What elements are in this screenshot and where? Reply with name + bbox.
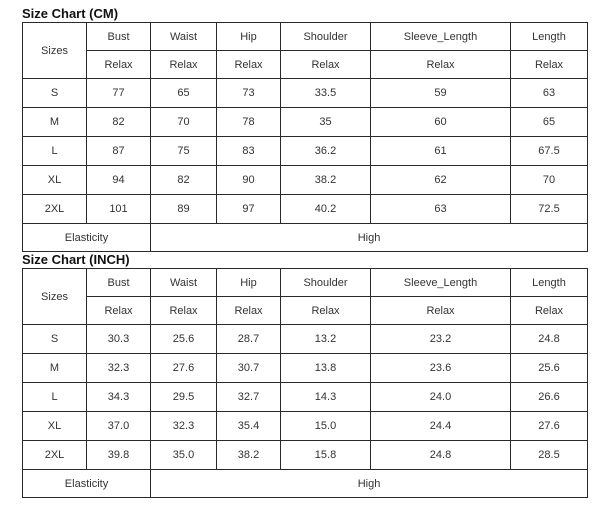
column-header: Shoulder (281, 269, 371, 297)
table-row (23, 441, 588, 470)
value-cell: 65 (151, 79, 217, 108)
elasticity-value: High (151, 224, 588, 252)
elasticity-row (23, 470, 588, 498)
column-header: Bust (87, 23, 151, 51)
value-cell: 62 (371, 166, 511, 195)
table-row (23, 383, 588, 412)
value-cell: 25.6 (151, 325, 217, 354)
value-cell: 36.2 (281, 137, 371, 166)
fit-cell: Relax (87, 297, 151, 325)
value-cell: 38.2 (217, 441, 281, 470)
header-row (23, 23, 588, 51)
value-cell: 25.6 (511, 354, 588, 383)
size-chart-cm (22, 6, 588, 252)
chart-title: Size Chart (CM) (22, 6, 119, 21)
fit-cell: Relax (281, 297, 371, 325)
value-cell: 28.5 (511, 441, 588, 470)
value-cell: 39.8 (87, 441, 151, 470)
value-cell: 13.8 (281, 354, 371, 383)
size-chart-inch (22, 252, 588, 498)
value-cell: 70 (511, 166, 588, 195)
elasticity-row (23, 224, 588, 252)
column-header: Length (511, 269, 588, 297)
fit-row (23, 297, 588, 325)
value-cell: 13.2 (281, 325, 371, 354)
size-cell: L (23, 383, 87, 412)
size-cell: M (23, 354, 87, 383)
size-cell: L (23, 137, 87, 166)
fit-cell: Relax (511, 297, 588, 325)
value-cell: 83 (217, 137, 281, 166)
column-header: Sleeve_Length (371, 23, 511, 51)
sizes-header: Sizes (23, 269, 87, 325)
elasticity-value: High (151, 470, 588, 498)
value-cell: 28.7 (217, 325, 281, 354)
value-cell: 23.6 (371, 354, 511, 383)
value-cell: 94 (87, 166, 151, 195)
value-cell: 77 (87, 79, 151, 108)
value-cell: 75 (151, 137, 217, 166)
value-cell: 59 (371, 79, 511, 108)
fit-cell: Relax (371, 297, 511, 325)
size-cell: XL (23, 166, 87, 195)
table-row (23, 79, 588, 108)
value-cell: 73 (217, 79, 281, 108)
fit-cell: Relax (87, 51, 151, 79)
value-cell: 87 (87, 137, 151, 166)
value-cell: 29.5 (151, 383, 217, 412)
value-cell: 32.3 (151, 412, 217, 441)
size-cell: XL (23, 412, 87, 441)
chart-title: Size Chart (INCH) (22, 252, 130, 267)
size-cell: S (23, 325, 87, 354)
fit-cell: Relax (511, 51, 588, 79)
table-row (23, 166, 588, 195)
value-cell: 35 (281, 108, 371, 137)
value-cell: 30.3 (87, 325, 151, 354)
value-cell: 27.6 (511, 412, 588, 441)
fit-cell: Relax (281, 51, 371, 79)
column-header: Hip (217, 23, 281, 51)
value-cell: 63 (511, 79, 588, 108)
column-header: Waist (151, 269, 217, 297)
value-cell: 30.7 (217, 354, 281, 383)
value-cell: 82 (151, 166, 217, 195)
value-cell: 89 (151, 195, 217, 224)
value-cell: 14.3 (281, 383, 371, 412)
value-cell: 82 (87, 108, 151, 137)
value-cell: 15.0 (281, 412, 371, 441)
table-row (23, 108, 588, 137)
column-header: Bust (87, 269, 151, 297)
table-row (23, 325, 588, 354)
value-cell: 34.3 (87, 383, 151, 412)
table-row (23, 354, 588, 383)
size-table-inch (22, 268, 588, 498)
fit-cell: Relax (217, 51, 281, 79)
value-cell: 37.0 (87, 412, 151, 441)
size-cell: 2XL (23, 195, 87, 224)
table-row (23, 412, 588, 441)
value-cell: 15.8 (281, 441, 371, 470)
value-cell: 72.5 (511, 195, 588, 224)
value-cell: 23.2 (371, 325, 511, 354)
value-cell: 32.7 (217, 383, 281, 412)
column-header: Shoulder (281, 23, 371, 51)
elasticity-label: Elasticity (23, 224, 151, 252)
size-cell: 2XL (23, 441, 87, 470)
column-header: Sleeve_Length (371, 269, 511, 297)
value-cell: 24.0 (371, 383, 511, 412)
sizes-header: Sizes (23, 23, 87, 79)
header-row (23, 269, 588, 297)
fit-cell: Relax (371, 51, 511, 79)
value-cell: 26.6 (511, 383, 588, 412)
value-cell: 27.6 (151, 354, 217, 383)
value-cell: 24.4 (371, 412, 511, 441)
value-cell: 65 (511, 108, 588, 137)
value-cell: 97 (217, 195, 281, 224)
table-row (23, 137, 588, 166)
elasticity-label: Elasticity (23, 470, 151, 498)
table-row (23, 195, 588, 224)
value-cell: 101 (87, 195, 151, 224)
value-cell: 63 (371, 195, 511, 224)
value-cell: 60 (371, 108, 511, 137)
column-header: Hip (217, 269, 281, 297)
value-cell: 33.5 (281, 79, 371, 108)
fit-row (23, 51, 588, 79)
value-cell: 90 (217, 166, 281, 195)
size-table-cm (22, 22, 588, 252)
value-cell: 70 (151, 108, 217, 137)
column-header: Waist (151, 23, 217, 51)
size-cell: S (23, 79, 87, 108)
value-cell: 38.2 (281, 166, 371, 195)
column-header: Length (511, 23, 588, 51)
value-cell: 40.2 (281, 195, 371, 224)
fit-cell: Relax (217, 297, 281, 325)
value-cell: 32.3 (87, 354, 151, 383)
value-cell: 35.4 (217, 412, 281, 441)
fit-cell: Relax (151, 297, 217, 325)
fit-cell: Relax (151, 51, 217, 79)
size-cell: M (23, 108, 87, 137)
value-cell: 67.5 (511, 137, 588, 166)
value-cell: 78 (217, 108, 281, 137)
value-cell: 24.8 (511, 325, 588, 354)
value-cell: 24.8 (371, 441, 511, 470)
value-cell: 35.0 (151, 441, 217, 470)
value-cell: 61 (371, 137, 511, 166)
